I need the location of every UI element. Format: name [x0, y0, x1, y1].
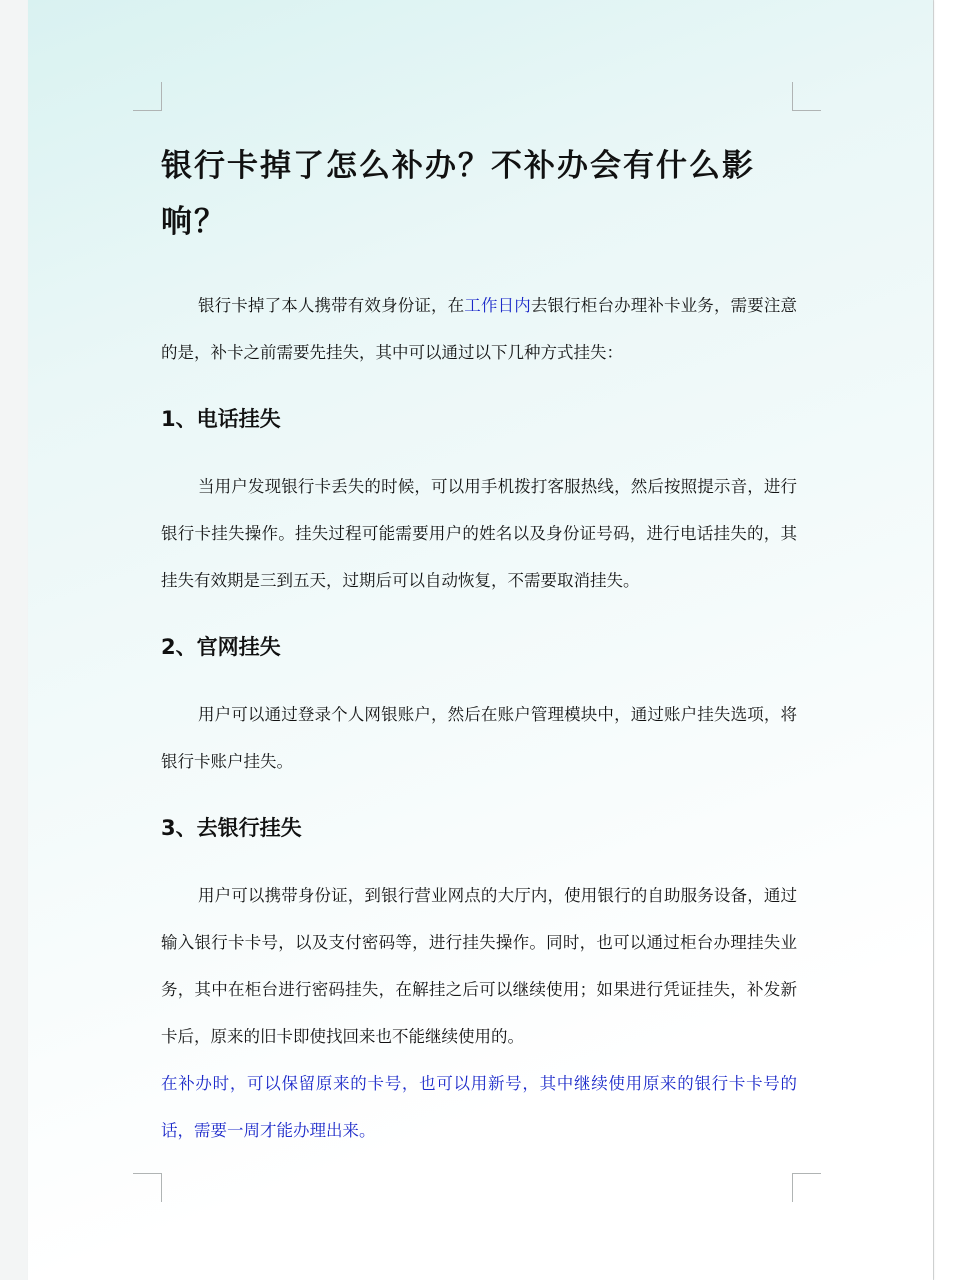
crop-mark-bottom-left	[133, 1173, 162, 1202]
section-heading-website: 2、官网挂失	[161, 635, 281, 659]
section-body-website: 用户可以通过登录个人网银账户，然后在账户管理模块中，通过账户挂失选项，将银行卡账户挂失。	[161, 705, 797, 771]
intro-text-after: 去银行柜台办理补卡业务，需要注意的是，补卡之前需要先挂失，其中可以通过以下几种方式挂失：	[161, 296, 798, 362]
document-body	[161, 138, 797, 1154]
section-heading-phone: 1、电话挂失	[161, 407, 281, 431]
intro-paragraph	[161, 282, 797, 376]
intro-link[interactable]: 工作日内	[464, 296, 531, 315]
closing-paragraph: 在补办时，可以保留原来的卡号，也可以用新号，其中继续使用原来的银行卡卡号的话，需要一周才能办理出来。	[161, 1074, 797, 1140]
crop-mark-bottom-right	[792, 1173, 821, 1202]
right-margin-strip	[933, 0, 959, 1280]
left-margin-strip	[0, 0, 28, 1280]
crop-mark-top-left	[133, 82, 162, 111]
section-body-phone: 当用户发现银行卡丢失的时候，可以用手机拨打客服热线，然后按照提示音，进行银行卡挂失操作。挂失过程可能需要用户的姓名以及身份证号码，进行电话挂失的，其挂失有效期是三到五天，过期后可以自动恢复，不需要取消挂失。	[161, 477, 797, 590]
section-heading-bank: 3、去银行挂失	[161, 816, 302, 840]
crop-mark-top-right	[792, 82, 821, 111]
intro-text-before: 银行卡掉了本人携带有效身份证，在	[198, 296, 465, 315]
section-body-bank: 用户可以携带身份证，到银行营业网点的大厅内，使用银行的自助服务设备，通过输入银行卡卡号，以及支付密码等，进行挂失操作。同时，也可以通过柜台办理挂失业务，其中在柜台进行密码挂失，在解挂之后可以继续使用；如果进行凭证挂失，补发新卡后，原来的旧卡即使找回来也不能继续使用的。	[161, 886, 797, 1046]
document-title: 银行卡掉了怎么补办？不补办会有什么影响？	[161, 148, 755, 240]
